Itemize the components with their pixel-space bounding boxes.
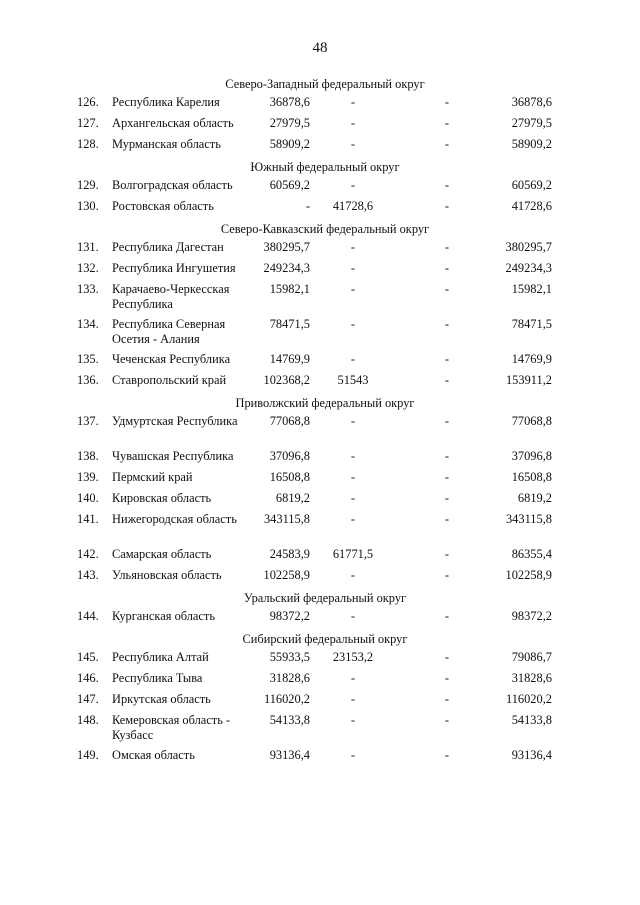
region-name: Омская область (112, 748, 195, 762)
amount-column-2: - (350, 609, 356, 623)
region-name: Ульяновская область (112, 568, 222, 582)
table-row (0, 568, 640, 584)
row-number: 127. (77, 116, 99, 130)
amount-column-2: - (350, 178, 356, 192)
amount-column-3: - (444, 199, 450, 213)
amount-column-1: 98372,2 (269, 609, 310, 623)
amount-column-3: - (444, 352, 450, 366)
region-name: Ростовская область (112, 199, 214, 213)
amount-column-1: 37096,8 (269, 449, 310, 463)
amount-total: 86355,4 (511, 547, 552, 561)
amount-column-1: 24583,9 (269, 547, 310, 561)
amount-column-1: 31828,6 (269, 671, 310, 685)
amount-column-3: - (444, 671, 450, 685)
amount-column-1: 16508,8 (269, 470, 310, 484)
table-row (0, 713, 640, 743)
amount-column-1: 54133,8 (269, 713, 310, 727)
amount-column-3: - (444, 240, 450, 254)
table-row (0, 671, 640, 687)
row-number: 128. (77, 137, 99, 151)
amount-column-3: - (444, 512, 450, 526)
amount-column-3: - (444, 95, 450, 109)
amount-total: 58909,2 (511, 137, 552, 151)
region-name: Архангельская область (112, 116, 234, 130)
region-name: Кировская область (112, 491, 212, 505)
amount-total: 31828,6 (511, 671, 552, 685)
row-number: 142. (77, 547, 99, 561)
table-row (0, 282, 640, 312)
row-number: 146. (77, 671, 99, 685)
amount-total: 153911,2 (505, 373, 552, 387)
region-name: Волгоградская область (112, 178, 233, 192)
amount-column-1: 102368,2 (263, 373, 310, 387)
row-number: 138. (77, 449, 99, 463)
amount-column-1: 249234,3 (263, 261, 310, 275)
amount-column-2: - (350, 692, 356, 706)
row-number: 143. (77, 568, 99, 582)
amount-column-2: - (350, 240, 356, 254)
amount-column-3: - (444, 650, 450, 664)
table-row (0, 373, 640, 389)
amount-total: 15982,1 (511, 282, 552, 296)
table-row (0, 491, 640, 507)
amount-column-2: - (350, 748, 356, 762)
region-name: Республика Дагестан (112, 240, 224, 254)
row-number: 131. (77, 240, 99, 254)
amount-column-2: - (350, 95, 356, 109)
amount-column-3: - (444, 547, 450, 561)
amount-total: 343115,8 (505, 512, 552, 526)
district-heading: Северо-Кавказский федеральный округ (220, 222, 430, 236)
amount-total: 98372,2 (511, 609, 552, 623)
amount-column-2: - (350, 491, 356, 505)
amount-column-2: - (350, 470, 356, 484)
amount-column-1: 60569,2 (269, 178, 310, 192)
row-number: 130. (77, 199, 99, 213)
row-number: 133. (77, 282, 99, 296)
amount-column-1: 55933,5 (269, 650, 310, 664)
amount-column-3: - (444, 282, 450, 296)
amount-column-1: 36878,6 (269, 95, 310, 109)
amount-column-1: 116020,2 (263, 692, 310, 706)
table-row (0, 512, 640, 542)
row-number: 132. (77, 261, 99, 275)
amount-column-1: 15982,1 (269, 282, 310, 296)
row-number: 129. (77, 178, 99, 192)
amount-total: 16508,8 (511, 470, 552, 484)
amount-column-3: - (444, 748, 450, 762)
table-row (0, 178, 640, 194)
amount-total: 14769,9 (511, 352, 552, 366)
region-name: Республика Тыва (112, 671, 203, 685)
row-number: 135. (77, 352, 99, 366)
table-row (0, 95, 640, 111)
amount-column-1: 343115,8 (263, 512, 310, 526)
amount-total: 380295,7 (505, 240, 552, 254)
row-number: 126. (77, 95, 99, 109)
amount-total: 60569,2 (511, 178, 552, 192)
row-number: 141. (77, 512, 99, 526)
amount-total: 249234,3 (505, 261, 552, 275)
amount-column-3: - (444, 692, 450, 706)
region-name: Республика Карелия (112, 95, 220, 109)
amount-column-1: - (305, 199, 310, 213)
amount-column-3: - (444, 178, 450, 192)
district-heading: Приволжский федеральный округ (235, 396, 415, 410)
amount-total: 102258,9 (505, 568, 552, 582)
table-row (0, 116, 640, 132)
row-number: 139. (77, 470, 99, 484)
amount-column-1: 14769,9 (269, 352, 310, 366)
district-heading: Уральский федеральный округ (243, 591, 407, 605)
amount-column-2: - (350, 137, 356, 151)
amount-total: 93136,4 (511, 748, 552, 762)
amount-column-3: - (444, 414, 450, 428)
amount-column-3: - (444, 568, 450, 582)
region-name: Республика Алтай (112, 650, 209, 664)
row-number: 147. (77, 692, 99, 706)
amount-column-2: - (350, 116, 356, 130)
region-name: Республика Ингушетия (112, 261, 236, 275)
amount-column-2: - (350, 449, 356, 463)
amount-total: 36878,6 (511, 95, 552, 109)
amount-total: 27979,5 (511, 116, 552, 130)
amount-column-1: 380295,7 (263, 240, 310, 254)
district-heading: Южный федеральный округ (250, 160, 400, 174)
amount-column-1: 58909,2 (269, 137, 310, 151)
table-row (0, 692, 640, 708)
amount-total: 79086,7 (511, 650, 552, 664)
amount-total: 41728,6 (511, 199, 552, 213)
table-row (0, 240, 640, 256)
amount-column-2: - (350, 282, 356, 296)
row-number: 140. (77, 491, 99, 505)
table-row (0, 547, 640, 563)
amount-column-3: - (444, 713, 450, 727)
table-row (0, 650, 640, 666)
amount-column-3: - (444, 470, 450, 484)
region-name: Удмуртская Республика (112, 414, 238, 428)
amount-column-3: - (444, 261, 450, 275)
amount-column-3: - (444, 317, 450, 331)
amount-total: 116020,2 (505, 692, 552, 706)
amount-column-2: - (350, 568, 356, 582)
row-number: 145. (77, 650, 99, 664)
table-row (0, 449, 640, 465)
table-row (0, 352, 640, 368)
table-row (0, 470, 640, 486)
table-row (0, 317, 640, 347)
amount-column-2: 61771,5 (332, 547, 374, 561)
region-name: Ставропольский край (112, 373, 227, 387)
region-name: Республика Северная Осетия - Алания (112, 317, 226, 346)
amount-column-1: 77068,8 (269, 414, 310, 428)
amount-total: 78471,5 (511, 317, 552, 331)
page-number: 48 (312, 40, 328, 56)
amount-column-3: - (444, 609, 450, 623)
amount-column-1: 93136,4 (269, 748, 310, 762)
amount-column-2: - (350, 414, 356, 428)
row-number: 149. (77, 748, 99, 762)
amount-total: 54133,8 (511, 713, 552, 727)
row-number: 144. (77, 609, 99, 623)
amount-column-1: 6819,2 (275, 491, 310, 505)
row-number: 134. (77, 317, 99, 331)
amount-column-3: - (444, 116, 450, 130)
amount-column-2: - (350, 352, 356, 366)
table-row (0, 609, 640, 625)
region-name: Кемеровская область - Кузбасс (112, 713, 231, 742)
region-name: Нижегородская область (112, 512, 237, 526)
table-row (0, 199, 640, 215)
amount-total: 37096,8 (511, 449, 552, 463)
amount-column-2: - (350, 261, 356, 275)
district-heading: Северо-Западный федеральный округ (225, 77, 425, 91)
amount-column-1: 27979,5 (269, 116, 310, 130)
amount-column-2: - (350, 512, 356, 526)
region-name: Иркутская область (112, 692, 211, 706)
table-row (0, 137, 640, 153)
amount-column-2: 23153,2 (332, 650, 374, 664)
amount-total: 77068,8 (511, 414, 552, 428)
region-name: Карачаево-Черкесская Республика (112, 282, 230, 311)
amount-column-3: - (444, 449, 450, 463)
table-row (0, 414, 640, 444)
region-name: Самарская область (112, 547, 212, 561)
amount-column-2: - (350, 317, 356, 331)
table-row (0, 261, 640, 277)
amount-column-2: 41728,6 (332, 199, 374, 213)
amount-column-3: - (444, 491, 450, 505)
region-name: Мурманская область (112, 137, 221, 151)
row-number: 137. (77, 414, 99, 428)
row-number: 136. (77, 373, 99, 387)
amount-column-3: - (444, 137, 450, 151)
amount-column-1: 78471,5 (269, 317, 310, 331)
table-row (0, 748, 640, 764)
region-name: Пермский край (112, 470, 193, 484)
amount-column-2: - (350, 713, 356, 727)
region-name: Чувашская Республика (112, 449, 234, 463)
amount-column-1: 102258,9 (263, 568, 310, 582)
region-name: Курганская область (112, 609, 216, 623)
district-heading: Сибирский федеральный округ (242, 632, 408, 646)
allocation-table (0, 74, 640, 769)
region-name: Чеченская Республика (112, 352, 231, 366)
amount-column-2: - (350, 671, 356, 685)
amount-column-3: - (444, 373, 450, 387)
amount-column-2: 51543 (337, 373, 369, 387)
row-number: 148. (77, 713, 99, 727)
amount-total: 6819,2 (517, 491, 552, 505)
